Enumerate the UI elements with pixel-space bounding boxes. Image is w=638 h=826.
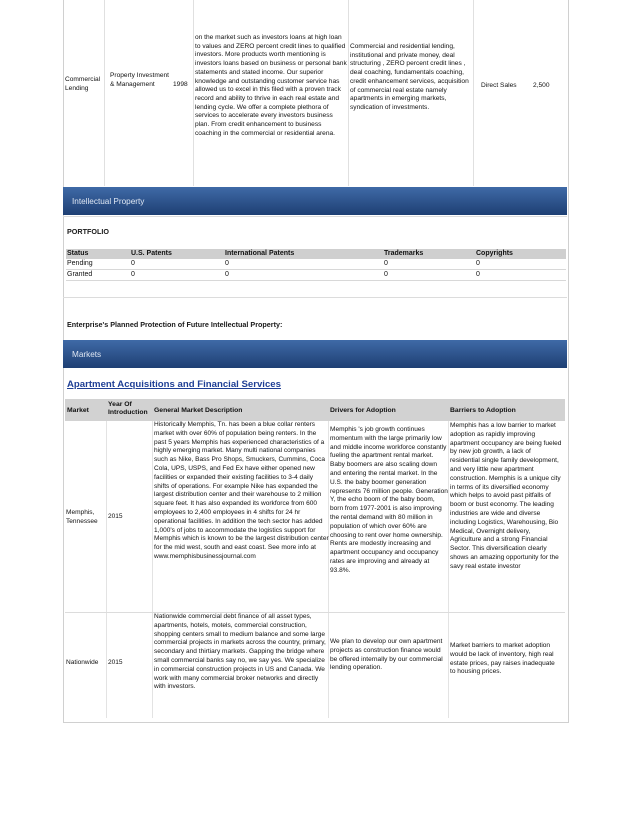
products-cell: Commercial and residential lending, institutional and private money, deal structuring , ZERO percent credit lines , deal coaching, fundamentals coaching, credit enhancement services, acquisition of commercial real estate namely apartments in emerging markets, syndication of investments. (350, 43, 469, 111)
column-divider (152, 613, 153, 718)
cell: 0 (476, 260, 480, 267)
column-divider (448, 421, 449, 612)
column-header: Barriers to Adoption (450, 407, 516, 414)
description-cell: Historically Memphis, Tn. has been a blue collar renters market with over 60% of population being renters. In the past 5 years Memphis has experienced characteristics of a highly emerging market. Many multi national companies such as Nike, Bass Pro Shops, Smuckers, Cummins, Coca Cola, UPS, USPS, and Fed Ex have either opened new facilities or expanded their existing facilities to 3-4 daily shifts of operations. For example Nike has expanded the largest distribution center and their warehouse to 2 million square feet. It has also expanded its workforce from 600 employees to 2,400 employees in 4 shifts for 24 hr operational facilities. In addition the tech sector has added 1,000's of jobs to accommodate the logistics support for Memphis which is known to be the largest distribution center for the mid west, south and east coast. See more info at www.memphisbusinessjournal.com (154, 421, 329, 560)
table-row (65, 421, 565, 612)
type-cell: Property Investment & Management (110, 72, 170, 88)
year-cell: 2015 (108, 659, 123, 666)
markets-header: Markets (63, 340, 567, 368)
market-cell: Memphis, Tennessee (66, 509, 98, 525)
portfolio-table (66, 249, 566, 281)
cell: 0 (384, 260, 388, 267)
column-divider (448, 613, 449, 718)
barriers-cell: Memphis has a low barrier to market adoption as rapidly improving apartment occupancy are being fueled by new job growth, a lack of residential single family development, and very little new apartment construction. Memphis is a unique city in terms of its diversified economy which helps to avoid past pitfalls of boom or bust economy. The leading industries are wide and diverse including Logistics, Warehousing, Bio Medical, Overnight delivery, Agriculture and a strong Financial Sector. This diversification clearly shows an amazing opportunity for the savy real estate investor (450, 422, 562, 570)
column-header: International Patents (225, 250, 295, 257)
divider (63, 216, 567, 217)
column-divider (348, 0, 349, 186)
column-divider (152, 421, 153, 612)
column-header: General Market Description (154, 407, 243, 414)
column-header: Market (67, 407, 89, 414)
table-row (66, 259, 566, 270)
markets-table-header (65, 399, 565, 421)
intellectual-property-header: Intellectual Property (63, 187, 567, 215)
markets-subtitle: Apartment Acquisitions and Financial Services (67, 379, 281, 390)
channel-cell: Direct Sales (481, 82, 517, 89)
drivers-cell: We plan to develop our own apartment projects as construction finance would be offered internally by our commercial lending operation. (330, 638, 443, 672)
document-page (63, 0, 569, 826)
divider (63, 297, 567, 298)
cell: 0 (225, 271, 229, 278)
cell: 0 (384, 271, 388, 278)
cell: 0 (225, 260, 229, 267)
portfolio-label: PORTFOLIO (67, 227, 109, 236)
column-header: Drivers for Adoption (330, 407, 396, 414)
cell: Pending (67, 260, 93, 267)
cell: Granted (67, 271, 93, 278)
count-cell: 2,500 (533, 82, 550, 89)
column-divider (193, 0, 194, 186)
market-cell: Commercial Lending (65, 76, 101, 92)
table-row (65, 613, 565, 718)
top-table-row (63, 0, 567, 186)
column-header: Status (67, 250, 89, 257)
drivers-cell: Memphis 's job growth continues momentum with the large primarily low and middle income workforce constantly fueling the apartment rental market. Baby boomers are also scaling down and entering the rental market. In the U.S. the baby boomer generation represents 76 million people. Generation Y, the echo boom of the baby boom, born from 1977-2001 is also improving the rental demand with 80 million in population of which over 60% are choosing to rent over home ownership. Rents are modestly increasing and apartment occupancy and occupancy rates are improving and already at 93.8%. (330, 426, 448, 574)
table-row (66, 270, 566, 281)
description-cell: Nationwide commercial debt finance of all asset types, apartments, hotels, motels, commercial construction, shopping centers small to medium balance and some large commercial projects in markets across the country, primary, secondary and thirtiary markets. Gapping the bridge where small commercial banks say no, we say yes. We specialize in commercial construction projects in US and Canada. We work with many commercial broker networks and directly with investors. (154, 613, 326, 691)
cell: 0 (476, 271, 480, 278)
column-header: Copyrights (476, 250, 513, 257)
market-cell: Nationwide (66, 659, 99, 666)
column-header: Trademarks (384, 250, 424, 257)
protection-label: Enterprise's Planned Protection of Future Intellectual Property: (67, 320, 283, 329)
cell: 0 (131, 260, 135, 267)
table-header (66, 249, 566, 259)
description-cell: on the market such as investors loans at high loan to values and ZERO percent credit lines to qualified investors. More products worth mentioning is investors loans based on business or personal bank statements and stated income. Our superior knowledge and outstanding customer service has allowed us to excel in this filed with a proven track record and ability to thrive in each real estate and lending cycle. We offer a complete plethora of services to accelerate every investors business plan. From credit enhancement to business coaching in the commercial or residential arena. (195, 34, 347, 137)
year-cell: 1998 (173, 81, 188, 88)
year-cell: 2015 (108, 513, 123, 520)
column-divider (473, 0, 474, 186)
column-header: U.S. Patents (131, 250, 172, 257)
cell: 0 (131, 271, 135, 278)
column-header: Year Of Introduction (108, 401, 148, 416)
barriers-cell: Market barriers to market adoption would be lack of inventory, high real estate prices, pay raises inadequate to housing prices. (450, 642, 555, 676)
